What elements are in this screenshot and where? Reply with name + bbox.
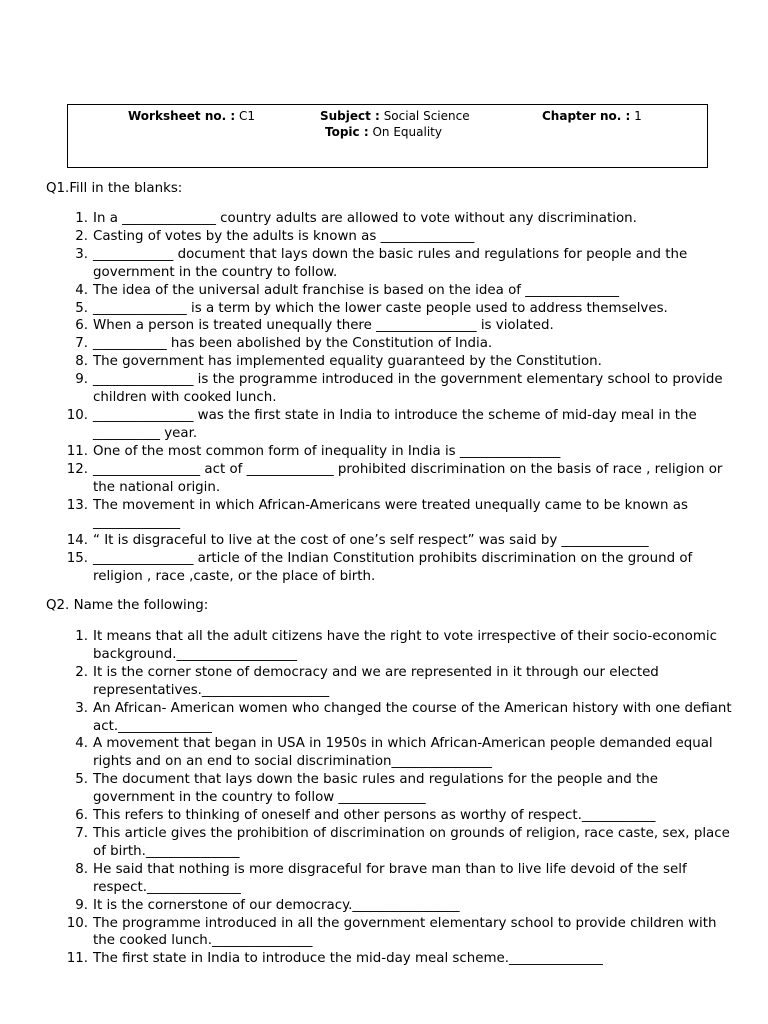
item-number: 14.	[66, 533, 88, 549]
list-item	[0, 461, 733, 497]
item-text: It is the corner stone of democracy and we are represented in it through our elected representatives.___________________	[93, 664, 659, 698]
item-text: An African- American women who changed the course of the American history with one defiant act.______________	[93, 700, 732, 734]
list-item	[0, 664, 733, 700]
item-text: _______________ is the programme introduced in the government elementary school to provide children with cooked lunch.	[93, 372, 723, 406]
item-text: ___________ has been abolished by the Constitution of India.	[93, 336, 493, 352]
item-number: 5.	[75, 300, 88, 316]
list-item	[0, 300, 733, 318]
list-item	[0, 735, 733, 771]
item-number: 3.	[75, 246, 88, 262]
item-text: The movement in which African-Americans were treated unequally came to be known as _____________	[93, 497, 688, 531]
item-text: ______________ is a term by which the lower caste people used to address themselves.	[93, 300, 668, 316]
item-number: 1.	[75, 211, 88, 226]
item-number: 3.	[75, 700, 88, 716]
list-item	[0, 317, 733, 335]
list-item	[0, 246, 733, 282]
subject-label: Subject :	[320, 109, 380, 123]
item-number: 10.	[66, 407, 88, 423]
question-1-title: Q1.Fill in the blanks:	[46, 181, 183, 196]
item-text: This refers to thinking of oneself and other persons as worthy of respect.___________	[93, 808, 656, 824]
item-number: 10.	[66, 915, 88, 931]
question-1-list	[0, 210, 733, 586]
list-item	[0, 371, 733, 407]
item-text: When a person is treated unequally there _______________ is violated.	[93, 318, 554, 334]
chapter-label: Chapter no. :	[542, 109, 631, 123]
item-number: 15.	[66, 551, 88, 567]
topic-label: Topic :	[325, 125, 369, 139]
list-item	[0, 628, 733, 664]
item-text: One of the most common form of inequality in India is _______________	[93, 443, 561, 459]
list-item	[0, 210, 733, 228]
item-number: 6.	[75, 808, 88, 824]
list-item	[0, 861, 733, 897]
topic	[325, 125, 442, 139]
list-item	[0, 407, 733, 443]
list-item	[0, 915, 733, 951]
item-number: 1.	[75, 629, 88, 644]
item-text: This article gives the prohibition of discrimination on grounds of religion, race caste, sex, place of birth.______________	[93, 825, 730, 859]
item-text: Casting of votes by the adults is known as ______________	[93, 228, 475, 244]
item-number: 9.	[75, 372, 88, 388]
list-item	[0, 335, 733, 353]
chapter-value: 1	[634, 109, 642, 123]
subject-value: Social Science	[383, 109, 470, 123]
list-item	[0, 282, 733, 300]
list-item	[0, 443, 733, 461]
subject	[320, 109, 470, 123]
item-text: It means that all the adult citizens have the right to vote irrespective of their socio-economic background.__________________	[93, 629, 717, 662]
item-text: The government has implemented equality guaranteed by the Constitution.	[93, 354, 602, 370]
item-text: A movement that began in USA in 1950s in which African-American people demanded equal rights and on an end to social discrimination_______________	[93, 736, 713, 770]
list-item	[0, 228, 733, 246]
item-text: It is the cornerstone of our democracy.________________	[93, 897, 460, 913]
item-text: He said that nothing is more disgraceful for brave man than to live life devoid of the self respect.______________	[93, 861, 687, 895]
item-number: 8.	[75, 354, 88, 370]
item-number: 6.	[75, 318, 88, 334]
item-text: ____________ document that lays down the basic rules and regulations for people and the government in the country to follow.	[93, 246, 688, 280]
item-text: _______________ article of the Indian Constitution prohibits discrimination on the ground of religion , race ,caste, or the place of birth.	[93, 551, 693, 585]
item-text: The idea of the universal adult franchise is based on the idea of ______________	[93, 282, 619, 298]
topic-value: On Equality	[372, 125, 442, 139]
item-number: 11.	[66, 951, 88, 967]
worksheet-label: Worksheet no. :	[128, 109, 236, 123]
list-item	[0, 771, 733, 807]
list-item	[0, 807, 733, 825]
item-number: 4.	[75, 282, 88, 298]
list-item	[0, 897, 733, 915]
item-number: 2.	[75, 228, 88, 244]
question-2-title: Q2. Name the following:	[46, 598, 209, 613]
item-text: The document that lays down the basic rules and regulations for the people and the government in the country to follow _____________	[93, 772, 659, 806]
item-number: 2.	[75, 664, 88, 680]
worksheet-value: C1	[238, 109, 255, 123]
item-text: _______________ was the first state in India to introduce the scheme of mid-day meal in the __________ year.	[93, 407, 697, 441]
item-text: The first state in India to introduce the mid-day meal scheme.______________	[93, 951, 603, 967]
list-item	[0, 532, 733, 550]
question-2-list	[0, 628, 733, 968]
item-number: 9.	[75, 897, 88, 913]
item-number: 8.	[75, 861, 88, 877]
list-item	[0, 825, 733, 861]
list-item	[0, 700, 733, 736]
item-number: 4.	[75, 736, 88, 752]
worksheet-number	[128, 109, 255, 123]
item-number: 7.	[75, 825, 88, 841]
item-text: “ It is disgraceful to live at the cost of one’s self respect” was said by _____________	[93, 533, 649, 549]
item-number: 11.	[66, 443, 88, 459]
item-text: The programme introduced in all the government elementary school to provide children with the cooked lunch._______________	[93, 915, 717, 949]
worksheet-header-box	[67, 104, 708, 168]
list-item	[0, 950, 733, 968]
item-number: 13.	[66, 497, 88, 513]
item-number: 12.	[66, 461, 88, 477]
item-number: 7.	[75, 336, 88, 352]
list-item	[0, 353, 733, 371]
list-item	[0, 550, 733, 586]
item-number: 5.	[75, 772, 88, 788]
item-text: In a ______________ country adults are allowed to vote without any discrimination.	[93, 211, 637, 226]
list-item	[0, 497, 733, 533]
item-text: ________________ act of _____________ prohibited discrimination on the basis of race , religion or the national origin.	[93, 461, 723, 495]
chapter-number	[542, 109, 642, 123]
